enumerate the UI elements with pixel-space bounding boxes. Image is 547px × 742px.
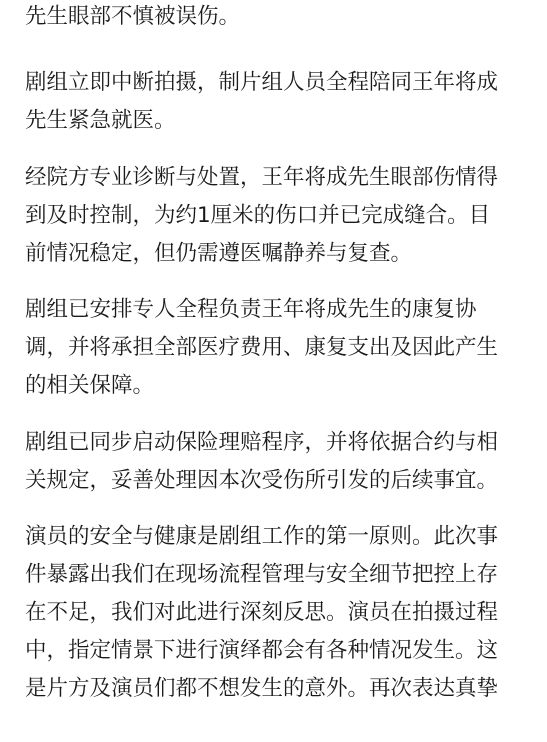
paragraph-insurance — [25, 424, 498, 500]
text-line: 剧组立即中断拍摄，制片组人员全程陪同王年将成 — [25, 70, 499, 95]
paragraph-medical-visit — [25, 64, 498, 140]
text-line: 是片方及演员们都不想发生的意外。再次表达真挚 — [25, 676, 499, 701]
text-line: 剧组已同步启动保险理赔程序，并将依据合约与相 — [25, 430, 499, 455]
text-line: 先生眼部不慎被误伤。 — [25, 4, 241, 29]
text-line: 先生紧急就医。 — [25, 108, 176, 133]
text-line: 的相关保障。 — [25, 373, 155, 398]
text-line: 前情况稳定，但仍需遵医嘱静养与复查。 — [25, 241, 413, 266]
text-line: 调，并将承担全部医疗费用、康复支出及因此产生 — [25, 335, 499, 360]
paragraph-diagnosis — [25, 159, 498, 273]
paragraph-rehabilitation — [25, 291, 498, 405]
paragraph-safety-reflection — [25, 518, 498, 708]
text-line: 在不足，我们对此进行深刻反思。演员在拍摄过程 — [25, 600, 499, 625]
text-line: 演员的安全与健康是剧组工作的第一原则。此次事 — [25, 524, 499, 549]
text-line: 中，指定情景下进行演绎都会有各种情况发生。这 — [25, 638, 499, 663]
paragraph-injury-end — [25, 0, 240, 36]
text-line: 经院方专业诊断与处置，王年将成先生眼部伤情得 — [25, 165, 499, 190]
text-line: 到及时控制，为约1厘米的伤口并已完成缝合。目 — [25, 203, 491, 228]
text-line: 件暴露出我们在现场流程管理与安全细节把控上存 — [25, 562, 499, 587]
text-line: 剧组已安排专人全程负责王年将成先生的康复协 — [25, 297, 477, 322]
text-line: 关规定，妥善处理因本次受伤所引发的后续事宜。 — [25, 468, 499, 493]
